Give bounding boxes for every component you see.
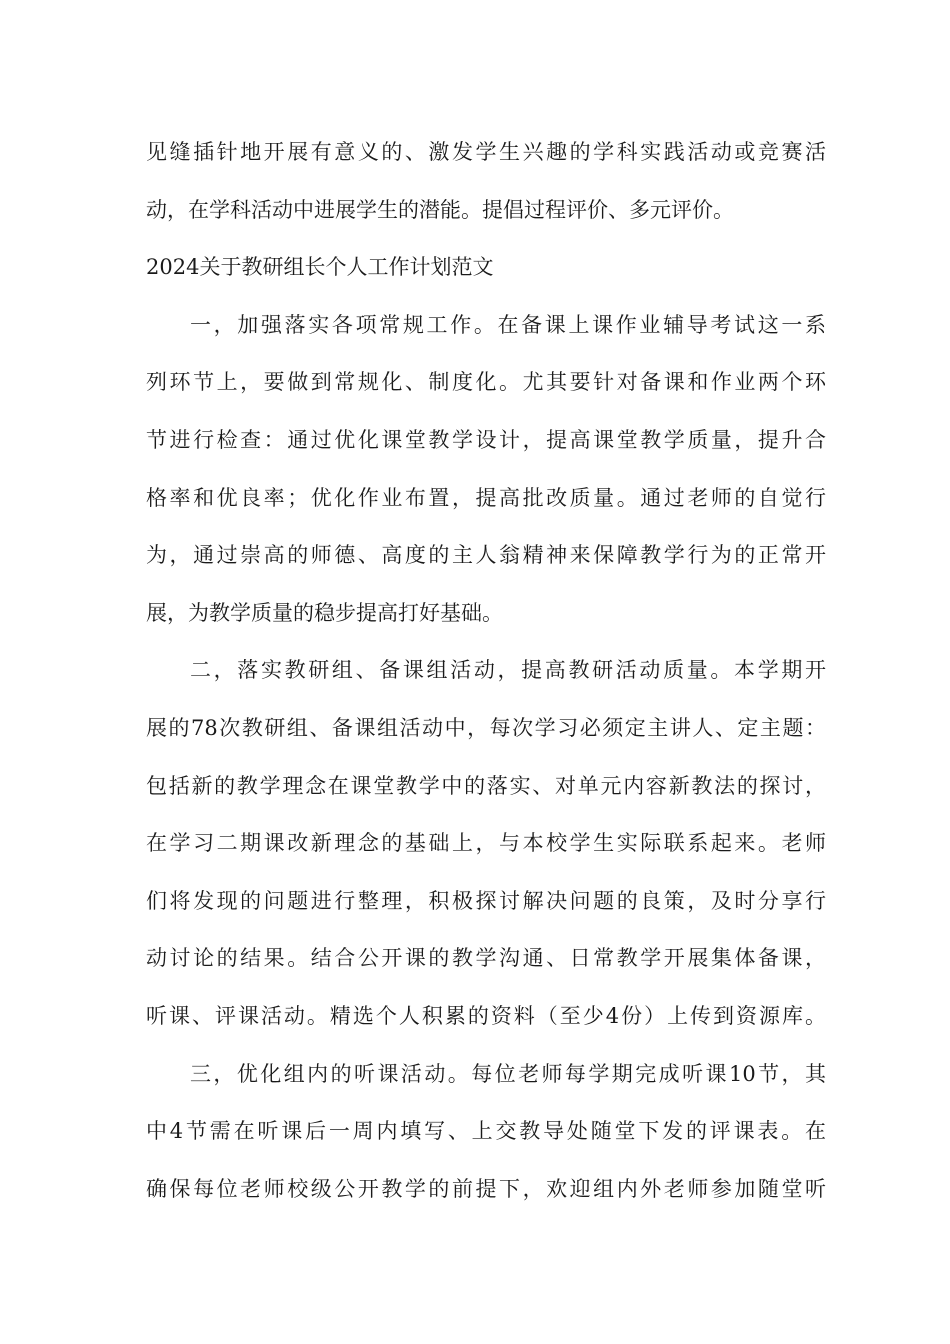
text-line: 二，落实教研组、备课组活动，提高教研活动质量。本学期开 (190, 658, 826, 683)
text-line: 一，加强落实各项常规工作。在备课上课作业辅导考试这一系 (190, 312, 826, 337)
text-line: 中4节需在听课后一周内填写、上交教导处随堂下发的评课表。在 (146, 1119, 826, 1144)
text-line: 包括新的教学理念在课堂教学中的落实、对单元内容新教法的探讨， (146, 773, 826, 798)
text-line: 确保每位老师校级公开教学的前提下，欢迎组内外老师参加随堂听 (146, 1176, 826, 1201)
text-line: 们将发现的问题进行整理，积极探讨解决问题的良策，及时分享行 (146, 888, 826, 913)
document-body (146, 132, 826, 1226)
text-line: 节进行检查：通过优化课堂教学设计，提高课堂教学质量，提升合 (146, 427, 826, 452)
text-line: 见缝插针地开展有意义的、激发学生兴趣的学科实践活动或竞赛活 (146, 140, 826, 164)
text-line: 展的78次教研组、备课组活动中，每次学习必须定主讲人、定主题： (146, 715, 826, 740)
text-line: 三，优化组内的听课活动。每位老师每学期完成听课10节，其 (190, 1061, 826, 1086)
text-line: 动讨论的结果。结合公开课的教学沟通、日常教学开展集体备课， (146, 946, 826, 971)
text-line: 听课、评课活动。精选个人积累的资料（至少4份）上传到资源库。 (146, 1003, 826, 1028)
text-line: 格率和优良率；优化作业布置，提高批改质量。通过老师的自觉行 (146, 485, 826, 510)
text-line: 在学习二期课改新理念的基础上，与本校学生实际联系起来。老师 (146, 831, 826, 856)
text-line: 展，为教学质量的稳步提高打好基础。 (146, 600, 503, 625)
text-line: 列环节上，要做到常规化、制度化。尤其要针对备课和作业两个环 (146, 370, 826, 395)
text-line: 为，通过崇高的师德、高度的主人翁精神来保障教学行为的正常开 (146, 543, 826, 568)
section-title: 2024关于教研组长个人工作计划范文 (146, 255, 494, 280)
text-line: 动，在学科活动中进展学生的潜能。提倡过程评价、多元评价。 (146, 197, 734, 222)
